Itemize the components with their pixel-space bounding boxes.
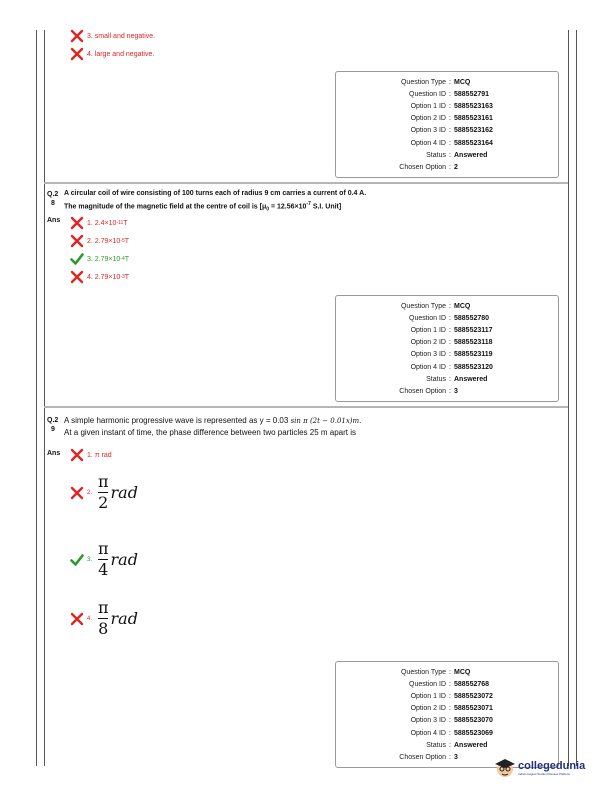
option-2: 2. 2.79×10 -5 T — [70, 234, 129, 248]
left-border-inner — [44, 30, 45, 766]
answer-label: Ans — [47, 450, 61, 457]
mascot-icon — [492, 757, 518, 779]
answer-label: Ans — [47, 217, 61, 224]
option-4: 4. $\frac{\pi}{8}$ rad — [70, 600, 138, 637]
cross-icon — [70, 29, 84, 43]
right-border-outer — [576, 30, 577, 766]
question-info-box: Question Type : MCQ Question ID : 588552780 Option 1 ID : 5885523117 Option 2 ID : 5885523118 Option 3 ID : 5885523119 Option 4 ID : 5885523120 Status : Answered Chosen Option : 3 — [335, 295, 559, 402]
option-2: 2. $\frac{\pi}{2}$ rad — [70, 474, 138, 511]
left-border-outer — [36, 30, 37, 766]
question-info-box: Question Type : MCQ Question ID : 588552791 Option 1 ID : 5885523163 Option 2 ID : 5885523161 Option 3 ID : 5885523162 Option 4 ID : 5885523164 Status : Answered Chosen Option : 2 — [335, 71, 559, 178]
cross-icon — [70, 216, 84, 230]
prev-option-4: 4. large and negative. — [70, 47, 154, 61]
option-1: 1. π rad — [70, 448, 112, 462]
collegedunia-logo: collegedunia India's largest Student Review Platform — [492, 757, 585, 779]
prev-option-3: 3. small and negative. — [70, 29, 155, 43]
fraction: $\frac{\pi}{4}$ — [98, 539, 109, 580]
option-3: 3. $\frac{\pi}{4}$ rad — [70, 541, 138, 578]
option-4: 4. 2.79×10 -3 T — [70, 270, 129, 284]
check-icon — [70, 252, 84, 266]
section-divider — [44, 182, 568, 184]
question-text: A simple harmonic progressive wave is represented as y = 0.03 sin π (2t − 0.01x)m. At a given instant of time, the phase difference between two particles 25 m apart is — [64, 416, 362, 437]
check-icon — [70, 553, 84, 567]
option-3: 3. 2.79×10 -4 T — [70, 252, 129, 266]
question-number: Q.2 8 — [47, 191, 59, 207]
cross-icon — [70, 448, 84, 462]
fraction: $\frac{\pi}{2}$ — [98, 472, 109, 513]
question-number: Q.2 9 — [47, 417, 59, 433]
cross-icon — [70, 234, 84, 248]
option-1: 1. 2.4×10 -11 T — [70, 216, 128, 230]
question-info-box: Question Type : MCQ Question ID : 588552768 Option 1 ID : 5885523072 Option 2 ID : 5885523071 Option 3 ID : 5885523070 Option 4 ID : 5885523069 Status : Answered Chosen Option : 3 — [335, 661, 559, 768]
cross-icon — [70, 612, 84, 626]
section-divider — [44, 406, 568, 408]
right-border-inner — [568, 30, 569, 766]
question-text: A circular coil of wire consisting of 100 turns each of radius 9 cm carries a current of 0.4 A. The magnitude of the magnetic field at the centre of coil is [$\mu_0 = 12.56\times 10^{-7}$ S.I. Unit] — [64, 190, 367, 213]
cross-icon — [70, 270, 84, 284]
cross-icon — [70, 47, 84, 61]
cross-icon — [70, 486, 84, 500]
fraction: $\frac{\pi}{8}$ — [98, 598, 109, 639]
